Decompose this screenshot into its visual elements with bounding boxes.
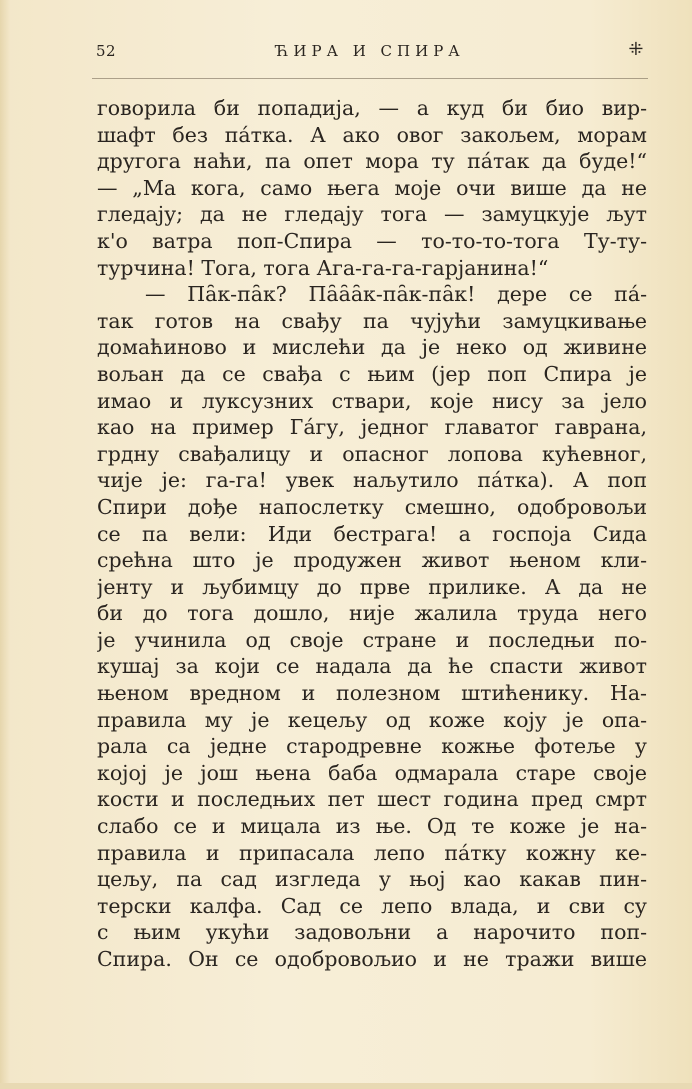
text-line: срећна што је продужен живот њеном кли- — [97, 548, 647, 573]
text-line: шафт без па́тка. А ако овог закољем, морам — [97, 122, 647, 147]
header-rule — [92, 78, 648, 79]
ornament-icon: ⁜ — [628, 39, 644, 60]
text-line: терски калфа. Сад се лепо влада, и сви су — [97, 893, 647, 918]
text-line: так готов на свађу па чујући замуцкивање — [97, 308, 647, 333]
page-number: 52 — [96, 42, 117, 60]
text-line: — Па̑к-па̑к? Па̑а̑а̑к-па̑к-па̑к! дере се па́- — [145, 282, 647, 307]
text-line: кости и последњих пет шест година пред смрт — [97, 787, 647, 812]
text-line: њеном вредном и полезном штићенику. На- — [97, 681, 647, 706]
page-bottom-edge — [0, 1083, 692, 1089]
text-line: Спира. Он се одобровољио и не тражи више — [97, 947, 647, 971]
text-line: слабо се и мицала из ње. Од те коже је на- — [97, 814, 647, 839]
text-line: — „Ма кога, само њега моје очи више да не — [97, 175, 647, 200]
text-line: вољан да се свађа с њим (јер поп Спира је — [97, 361, 647, 386]
text-line: Спири дође напослетку смешно, одобровољи — [97, 494, 647, 519]
text-line: домаћиново и мислећи да је неко од живине — [97, 335, 647, 360]
page-spine-shadow — [0, 0, 10, 1089]
page-header — [96, 36, 644, 66]
body-text — [97, 95, 647, 973]
text-line: говорила би попадија, — а куд би био вир- — [97, 96, 647, 120]
text-line: гледају; да не гледају тога — замуцкује љут — [97, 202, 647, 227]
text-line: чије је: га-га! увек наљутило па́тка). А поп — [97, 468, 647, 493]
text-line: турчина! Тога, тога Ага-га-га-гарјанина!“ — [97, 255, 549, 280]
text-line: имао и луксузних ствари, које нису за јело — [97, 388, 647, 413]
text-line: би до тога дошло, није жалила труда него — [97, 601, 647, 626]
text-line: кушај за који се надала да ће спасти живот — [97, 654, 647, 679]
text-line: се па вели: Иди бестрага! а госпоја Сида — [97, 521, 647, 546]
text-line: правила и припасала лепо па́тку кожну ке- — [97, 840, 647, 865]
running-title: ЋИРА И СПИРА — [275, 42, 465, 60]
text-line: с њим укући задовољни а нарочито поп- — [97, 920, 647, 945]
text-line: к'о ватра поп-Спира — то-то-то-тога Ту-ту- — [97, 228, 647, 253]
text-line: другога наћи, па опет мора ту па́так да буде!“ — [97, 149, 647, 174]
text-line: јенту и љубимцу до прве прилике. А да не — [97, 574, 647, 599]
text-line: рала са једне стародревне кожње фотеље у — [97, 734, 647, 759]
text-line: којој је још њена баба одмарала старе своје — [97, 760, 647, 785]
text-line: је учинила од своје стране и последњи по- — [97, 627, 647, 652]
text-line: правила му је кецељу од коже коју је опа- — [97, 707, 647, 732]
text-line: грдну свађалицу и опасног лопова кућевног, — [97, 441, 647, 466]
text-line: цељу, па сад изгледа у њој као какав пин- — [97, 867, 647, 892]
text-line: као на пример Га́гу, једног главатог гаврана, — [97, 415, 647, 440]
